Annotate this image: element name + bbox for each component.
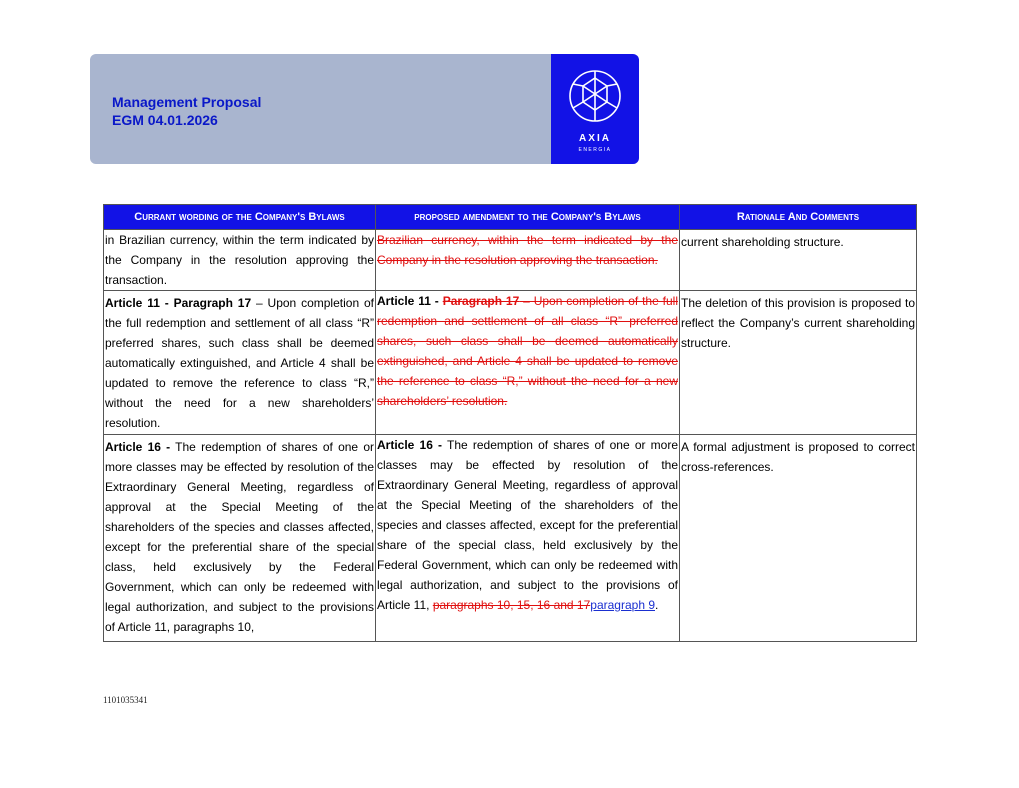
current-wording-cell [104, 435, 376, 642]
article-text: The redemption of shares of one or more classes may be effected by resolution of the Extraordinary General Meeting, regardless of approval at the Special Meeting of the shareholders of the species and classes affected, except for the preferential share of the special class, held exclusively by the Federal Government, which can only be redeemed with legal authorization, and subject to the provisions of Article 11, [377, 438, 679, 612]
deleted-text: – Upon completion of the full redemption and settlement of all class “R” preferred shares, such class shall be deemed automatically extinguished, and Article 4 shall be updated to remove the reference to class “R,” without the need for a new shareholders’ resolution. [377, 294, 678, 408]
proposed-amendment-cell [376, 291, 680, 435]
bylaws-comparison-table [103, 204, 917, 642]
article-heading: Article 11 - [377, 294, 443, 308]
table-row [104, 291, 917, 435]
deleted-heading: Paragraph 17 [442, 294, 520, 308]
article-text: – Upon completion of the full redemption and settlement of all class “R” preferred shares, such class shall be deemed automatically extinguished, and Article 4 shall be updated to remove the reference to class “R,” without the need for a new shareholders’ resolution. [105, 296, 374, 430]
logo-wordmark: AXIA [579, 133, 611, 144]
table-row [104, 435, 917, 642]
document-code: 1101035341 [103, 695, 148, 705]
header-rationale: Rationale And Comments [680, 205, 917, 230]
rationale-cell: current shareholding structure. [680, 230, 917, 291]
article-heading: Article 11 - Paragraph 17 [105, 296, 252, 310]
article-text: The redemption of shares of one or more classes may be effected by resolution of the Extraordinary General Meeting, regardless of approval at the Special Meeting of the shareholders of the species and classes affected, except for the preferential share of the special class, held exclusively by the Federal Government, which can only be redeemed with legal authorization, and subject to the provisions of Article 11, paragraphs 10, [105, 440, 374, 634]
inserted-text: paragraph 9 [590, 598, 655, 612]
article-heading: Article 16 - [105, 440, 171, 454]
deleted-text: paragraphs 10, 15, 16 and 17 [432, 598, 591, 612]
title-line-2: EGM 04.01.2026 [112, 112, 218, 128]
logo-subtitle: ENERGIA [578, 147, 612, 153]
table-header-row [104, 205, 917, 230]
proposed-amendment-cell [376, 435, 680, 642]
table-row [104, 230, 917, 291]
geodesic-globe-icon [567, 68, 623, 124]
rationale-cell: The deletion of this provision is proposed to reflect the Company’s current shareholding structure. [680, 291, 917, 435]
article-heading: Article 16 - [377, 438, 443, 452]
company-logo [551, 54, 639, 164]
proposed-amendment-cell [376, 230, 680, 291]
article-text-end: . [655, 598, 659, 612]
header-proposed-amendment: proposed amendment to the Company's Bylaws [376, 205, 680, 230]
title-line-1: Management Proposal [112, 94, 262, 110]
current-wording-cell: in Brazilian currency, within the term indicated by the Company in the resolution approving the transaction. [104, 230, 376, 291]
page-title [112, 93, 261, 129]
deleted-text: Brazilian currency, within the term indicated by the Company in the resolution approving the transaction. [377, 233, 678, 267]
current-wording-cell [104, 291, 376, 435]
rationale-cell: A formal adjustment is proposed to correct cross-references. [680, 435, 917, 642]
header-current-wording: Currant wording of the Company's Bylaws [104, 205, 376, 230]
